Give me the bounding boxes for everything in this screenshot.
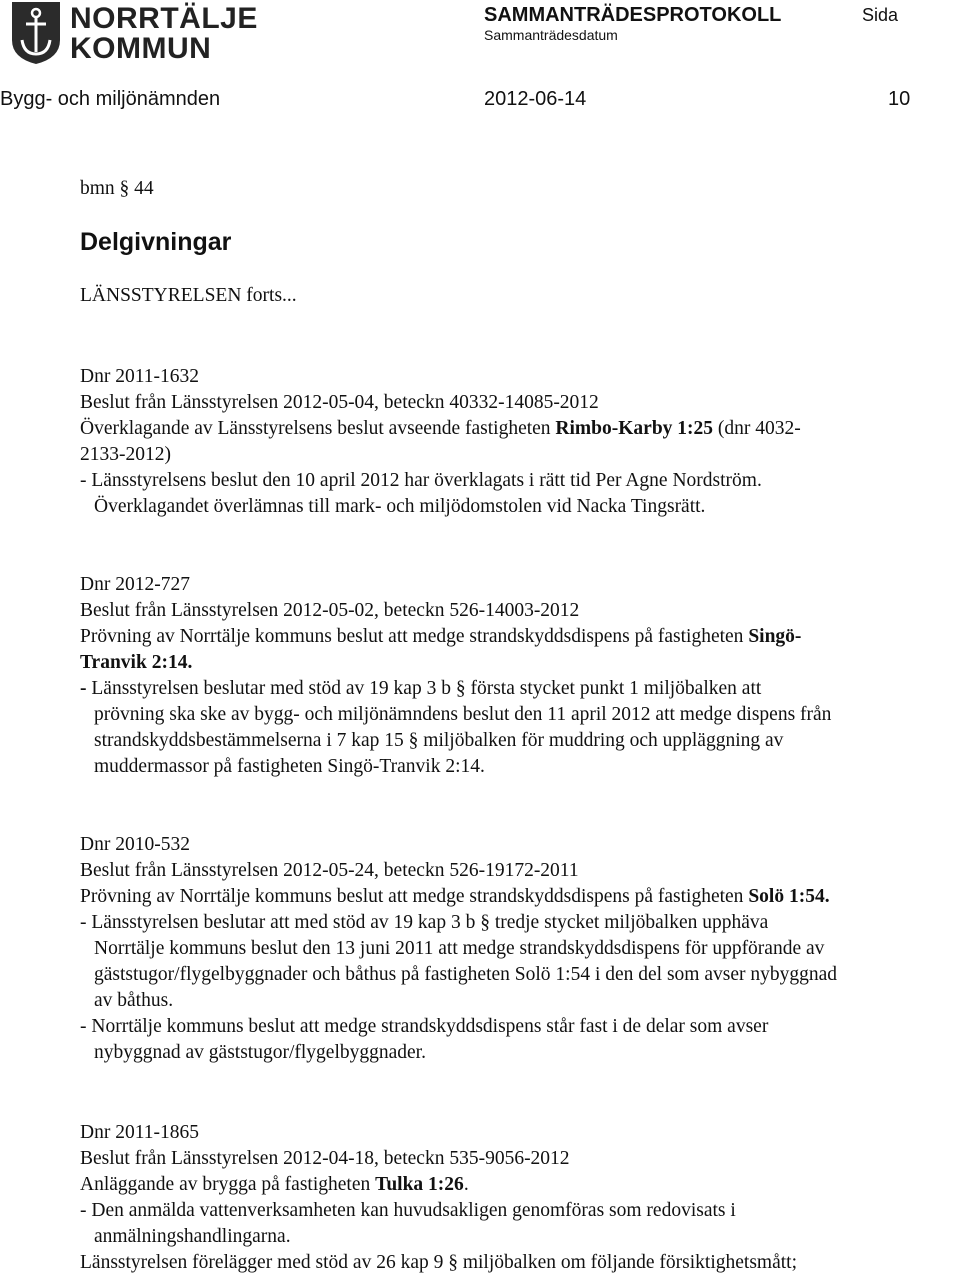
item-text: strandskyddsbestämmelserna i 7 kap 15 § miljöbalken för muddring och uppläggning av: [94, 730, 784, 751]
property-name: Singö-: [748, 626, 802, 647]
item-decision-source: Beslut från Länsstyrelsen 2012-05-02, beteckn 526-14003-2012: [80, 600, 580, 621]
page-label: Sida: [862, 5, 899, 25]
property-name: Tulka 1:26: [375, 1174, 464, 1195]
item-decision-source: Beslut från Länsstyrelsen 2012-05-24, beteckn 526-19172-2011: [80, 860, 579, 881]
subject-text: (dnr 4032-: [713, 418, 801, 439]
paragraph-reference: bmn § 44: [80, 178, 154, 199]
item-text: - Länsstyrelsens beslut den 10 april 2012 har överklagats i rätt tid Per Agne Nordström.: [80, 470, 762, 491]
item-text: av båthus.: [94, 990, 174, 1011]
subject-text: .: [463, 1174, 469, 1195]
item-dnr: Dnr 2010-532: [80, 834, 190, 855]
subject-text: Prövning av Norrtälje kommuns beslut att medge strandskyddsdispens på fastigheten: [80, 886, 749, 907]
item-text: - Den anmälda vattenverksamheten kan huvudsakligen genomföras som redovisats i: [80, 1200, 736, 1221]
subject-text: Överklagande av Länsstyrelsens beslut avseende fastigheten: [80, 418, 556, 439]
item-subject-cont: [80, 650, 192, 676]
property-name: Rimbo-Karby 1:25: [555, 418, 714, 439]
item-dnr: Dnr 2011-1865: [80, 1122, 199, 1143]
item-subject: [80, 884, 830, 910]
subject-text: Anläggande av brygga på fastigheten: [80, 1174, 376, 1195]
meeting-date: 2012-06-14: [484, 88, 587, 110]
item-subject: [80, 416, 801, 442]
item-text: Norrtälje kommuns beslut den 13 juni 2011 att medge strandskyddsdispens för uppförande av: [94, 938, 825, 959]
item-text: Överklagandet överlämnas till mark- och miljödomstolen vid Nacka Tingsrätt.: [94, 496, 706, 517]
item-text: anmälningshandlingarna.: [94, 1226, 291, 1247]
section-subheading: LÄNSSTYRELSEN forts...: [80, 285, 297, 306]
anchor-crest-icon: [8, 0, 64, 66]
item-subject-cont: 2133-2012): [80, 444, 171, 465]
item-text: prövning ska ske av bygg- och miljönämndens beslut den 11 april 2012 att medge dispens från: [94, 704, 832, 725]
item-text: gäststugor/flygelbyggnader och båthus på fastigheten Solö 1:54 i den del som avser nybyggnad: [94, 964, 838, 985]
property-name: Tranvik 2:14.: [80, 652, 193, 673]
item-decision-source: Beslut från Länsstyrelsen 2012-04-18, beteckn 535-9056-2012: [80, 1148, 570, 1169]
subject-text: Prövning av Norrtälje kommuns beslut att medge strandskyddsdispens på fastigheten: [80, 626, 749, 647]
item-decision-source: Beslut från Länsstyrelsen 2012-05-04, beteckn 40332-14085-2012: [80, 392, 599, 413]
property-name: Solö 1:54.: [748, 886, 830, 907]
item-dnr: Dnr 2011-1632: [80, 366, 199, 387]
page-title: Delgivningar: [80, 228, 232, 256]
item-text: - Norrtälje kommuns beslut att medge strandskyddsdispens står fast i de delar som avser: [80, 1016, 769, 1037]
municipality-logo: [8, 0, 258, 70]
committee-name: Bygg- och miljönämnden: [0, 88, 221, 110]
item-text: Länsstyrelsen förelägger med stöd av 26 kap 9 § miljöbalken om följande försiktighetsmått;: [80, 1252, 797, 1273]
item-subject: [80, 624, 801, 650]
date-label: Sammanträdesdatum: [484, 27, 618, 43]
logo-text-line1: NORRTÄLJE: [70, 2, 258, 35]
item-text: - Länsstyrelsen beslutar att med stöd av 19 kap 3 b § tredje stycket miljöbalken upphäva: [80, 912, 769, 933]
item-text: nybyggnad av gäststugor/flygelbyggnader.: [94, 1042, 426, 1063]
item-text: [80, 676, 761, 702]
page-number: 10: [888, 88, 911, 110]
document-type-title: SAMMANTRÄDESPROTOKOLL: [484, 4, 782, 26]
item-dnr: Dnr 2012-727: [80, 574, 190, 595]
item-text-content: Länsstyrelsen beslutar med stöd av 19 kap 3 b § första stycket punkt 1 miljöbalken att: [91, 678, 762, 699]
item-text: muddermassor på fastigheten Singö-Tranvik 2:14.: [94, 756, 485, 777]
logo-text-line2: KOMMUN: [70, 32, 212, 65]
item-subject: [80, 1172, 469, 1198]
dash-bullet: -: [80, 678, 87, 699]
